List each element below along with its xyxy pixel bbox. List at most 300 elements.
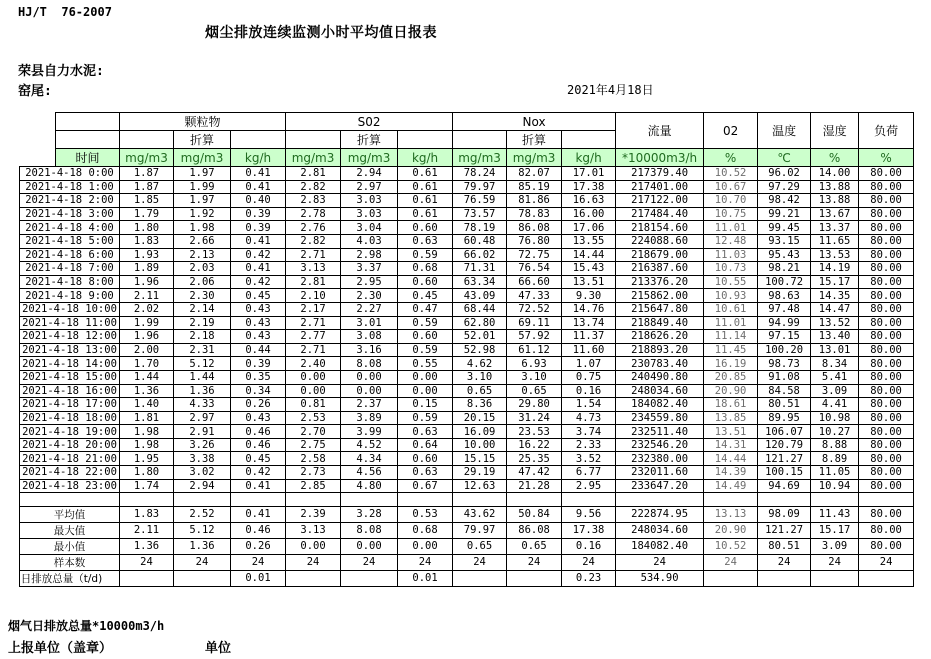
- value-cell: 232011.60: [616, 466, 704, 480]
- value-cell: 0.16: [562, 384, 616, 398]
- unit-cell: mg/m3: [120, 149, 174, 167]
- time-cell: 2021-4-18 13:00: [20, 343, 120, 357]
- value-cell: 2.78: [286, 207, 341, 221]
- value-cell: 1.99: [120, 316, 174, 330]
- value-cell: 80.00: [859, 398, 914, 412]
- value-cell: 218849.40: [616, 316, 704, 330]
- value-cell: 3.38: [174, 452, 231, 466]
- unit-label: 单位: [205, 641, 232, 656]
- value-cell: 4.62: [453, 357, 507, 371]
- value-cell: 1.87: [120, 167, 174, 181]
- value-cell: 1.44: [174, 370, 231, 384]
- value-cell: 25.35: [507, 452, 562, 466]
- value-cell: 97.29: [758, 180, 811, 194]
- group-so2: S02: [286, 113, 453, 131]
- summary-value-cell: 24: [616, 554, 704, 570]
- value-cell: 13.01: [811, 343, 859, 357]
- summary-value-cell: 24: [286, 554, 341, 570]
- value-cell: 2.03: [174, 262, 231, 276]
- value-cell: 2.94: [341, 167, 398, 181]
- value-cell: 80.00: [859, 221, 914, 235]
- value-cell: 0.00: [398, 384, 453, 398]
- value-cell: 20.90: [704, 384, 758, 398]
- value-cell: 0.39: [231, 221, 286, 235]
- value-cell: 80.00: [859, 262, 914, 276]
- value-cell: 2.71: [286, 316, 341, 330]
- summary-value-cell: 80.00: [859, 522, 914, 538]
- unit-cell: kg/h: [231, 149, 286, 167]
- value-cell: 0.61: [398, 180, 453, 194]
- summary-value-cell: 24: [174, 554, 231, 570]
- corner-spacer: [20, 113, 56, 131]
- value-cell: 2.71: [286, 248, 341, 262]
- value-cell: 233647.20: [616, 479, 704, 493]
- summary-value-cell: [453, 570, 507, 586]
- unit-cell: %: [811, 149, 859, 167]
- table-row: [20, 438, 914, 452]
- value-cell: 4.52: [341, 438, 398, 452]
- converted-label-pm: 折算: [174, 131, 231, 149]
- value-cell: 2.95: [341, 275, 398, 289]
- summary-value-cell: 86.08: [507, 522, 562, 538]
- value-cell: 2.82: [286, 180, 341, 194]
- summary-value-cell: 24: [341, 554, 398, 570]
- value-cell: 81.86: [507, 194, 562, 208]
- value-cell: 62.80: [453, 316, 507, 330]
- value-cell: 66.02: [453, 248, 507, 262]
- value-cell: 0.00: [341, 384, 398, 398]
- value-cell: 0.45: [231, 289, 286, 303]
- summary-value-cell: 24: [398, 554, 453, 570]
- value-cell: 93.15: [758, 234, 811, 248]
- value-cell: 2.97: [341, 180, 398, 194]
- table-row: [20, 180, 914, 194]
- value-cell: 3.03: [341, 207, 398, 221]
- summary-value-cell: 2.11: [120, 522, 174, 538]
- value-cell: 16.19: [704, 357, 758, 371]
- table-row: [20, 221, 914, 235]
- value-cell: 2.58: [286, 452, 341, 466]
- value-cell: 2.18: [174, 330, 231, 344]
- value-cell: 3.74: [562, 425, 616, 439]
- value-cell: 97.15: [758, 330, 811, 344]
- value-cell: 14.47: [811, 302, 859, 316]
- value-cell: 3.99: [341, 425, 398, 439]
- report-date: 2021年4月18日: [567, 83, 654, 97]
- value-cell: 80.00: [859, 234, 914, 248]
- time-cell: 2021-4-18 22:00: [20, 466, 120, 480]
- summary-value-cell: 10.52: [704, 538, 758, 554]
- summary-value-cell: 24: [120, 554, 174, 570]
- spacer-cell: [341, 493, 398, 507]
- value-cell: 1.70: [120, 357, 174, 371]
- value-cell: 232546.20: [616, 438, 704, 452]
- value-cell: 248034.60: [616, 384, 704, 398]
- spacer-cell: [616, 493, 704, 507]
- value-cell: 80.00: [859, 289, 914, 303]
- time-cell: 2021-4-18 14:00: [20, 357, 120, 371]
- corner-spacer: [20, 149, 56, 167]
- summary-value-cell: 24: [231, 554, 286, 570]
- summary-value-cell: 248034.60: [616, 522, 704, 538]
- unit-cell: mg/m3: [174, 149, 231, 167]
- unit-cell: mg/m3: [341, 149, 398, 167]
- value-cell: 17.01: [562, 167, 616, 181]
- summary-value-cell: 0.01: [231, 570, 286, 586]
- value-cell: 1.80: [120, 221, 174, 235]
- summary-value-cell: [704, 570, 758, 586]
- value-cell: 16.09: [453, 425, 507, 439]
- value-cell: 10.00: [453, 438, 507, 452]
- table-row: [20, 370, 914, 384]
- summary-value-cell: 121.27: [758, 522, 811, 538]
- value-cell: 0.44: [231, 343, 286, 357]
- value-cell: 52.01: [453, 330, 507, 344]
- value-cell: 76.54: [507, 262, 562, 276]
- spacer-cell: [174, 493, 231, 507]
- value-cell: 5.12: [174, 357, 231, 371]
- value-cell: 3.89: [341, 411, 398, 425]
- value-cell: 1.36: [174, 384, 231, 398]
- table-row: [20, 248, 914, 262]
- value-cell: 0.43: [231, 316, 286, 330]
- value-cell: 11.14: [704, 330, 758, 344]
- value-cell: 80.00: [859, 384, 914, 398]
- value-cell: 4.34: [341, 452, 398, 466]
- value-cell: 215647.80: [616, 302, 704, 316]
- value-cell: 0.68: [398, 262, 453, 276]
- summary-label: 最大值: [20, 522, 120, 538]
- value-cell: 47.33: [507, 289, 562, 303]
- value-cell: 2.10: [286, 289, 341, 303]
- value-cell: 73.57: [453, 207, 507, 221]
- value-cell: 2.91: [174, 425, 231, 439]
- value-cell: 97.48: [758, 302, 811, 316]
- table-row: [20, 262, 914, 276]
- value-cell: 13.40: [811, 330, 859, 344]
- corner-spacer: [20, 131, 56, 149]
- value-cell: 80.00: [859, 411, 914, 425]
- value-cell: 0.00: [286, 384, 341, 398]
- time-cell: 2021-4-18 19:00: [20, 425, 120, 439]
- value-cell: 234559.80: [616, 411, 704, 425]
- value-cell: 1.81: [120, 411, 174, 425]
- value-cell: 218893.20: [616, 343, 704, 357]
- group-header-row: [20, 113, 914, 131]
- table-row: [20, 466, 914, 480]
- value-cell: 10.52: [704, 167, 758, 181]
- value-cell: 16.63: [562, 194, 616, 208]
- table-body: [20, 113, 914, 587]
- value-cell: 3.01: [341, 316, 398, 330]
- value-cell: 14.00: [811, 167, 859, 181]
- value-cell: 2.33: [562, 438, 616, 452]
- value-cell: 11.45: [704, 343, 758, 357]
- value-cell: 14.44: [562, 248, 616, 262]
- value-cell: 2.30: [174, 289, 231, 303]
- value-cell: 80.00: [859, 343, 914, 357]
- summary-value-cell: 0.65: [453, 538, 507, 554]
- value-cell: 2.14: [174, 302, 231, 316]
- group-humidity: 湿度: [811, 113, 859, 149]
- value-cell: 0.59: [398, 411, 453, 425]
- summary-value-cell: 1.36: [120, 538, 174, 554]
- value-cell: 0.63: [398, 425, 453, 439]
- value-cell: 0.00: [398, 370, 453, 384]
- table-row: [20, 302, 914, 316]
- summary-label: 日排放总量（t/d): [20, 570, 120, 586]
- table-row: [20, 330, 914, 344]
- value-cell: 1.85: [120, 194, 174, 208]
- summary-value-cell: 80.00: [859, 506, 914, 522]
- value-cell: 0.59: [398, 343, 453, 357]
- value-cell: 5.41: [811, 370, 859, 384]
- time-cell: 2021-4-18 4:00: [20, 221, 120, 235]
- value-cell: 6.77: [562, 466, 616, 480]
- value-cell: 71.31: [453, 262, 507, 276]
- summary-value-cell: 11.43: [811, 506, 859, 522]
- table-row: [20, 343, 914, 357]
- value-cell: 89.95: [758, 411, 811, 425]
- value-cell: 218154.60: [616, 221, 704, 235]
- value-cell: 1.98: [174, 221, 231, 235]
- value-cell: 2.17: [286, 302, 341, 316]
- value-cell: 80.00: [859, 248, 914, 262]
- value-cell: 2.81: [286, 275, 341, 289]
- time-cell: 2021-4-18 18:00: [20, 411, 120, 425]
- value-cell: 0.41: [231, 234, 286, 248]
- value-cell: 3.10: [453, 370, 507, 384]
- value-cell: 3.02: [174, 466, 231, 480]
- value-cell: 66.60: [507, 275, 562, 289]
- summary-value-cell: 80.51: [758, 538, 811, 554]
- value-cell: 0.43: [231, 330, 286, 344]
- value-cell: 0.15: [398, 398, 453, 412]
- blank-header-cell: [453, 131, 507, 149]
- summary-value-cell: 0.68: [398, 522, 453, 538]
- value-cell: 76.59: [453, 194, 507, 208]
- time-cell: 2021-4-18 17:00: [20, 398, 120, 412]
- summary-value-cell: [859, 570, 914, 586]
- value-cell: 1.98: [120, 438, 174, 452]
- value-cell: 1.54: [562, 398, 616, 412]
- value-cell: 52.98: [453, 343, 507, 357]
- value-cell: 1.07: [562, 357, 616, 371]
- value-cell: 9.30: [562, 289, 616, 303]
- blank-header-cell: [56, 113, 120, 131]
- value-cell: 0.61: [398, 167, 453, 181]
- summary-value-cell: 0.53: [398, 506, 453, 522]
- summary-value-cell: 13.13: [704, 506, 758, 522]
- value-cell: 0.55: [398, 357, 453, 371]
- value-cell: 14.35: [811, 289, 859, 303]
- value-cell: 216387.60: [616, 262, 704, 276]
- value-cell: 17.06: [562, 221, 616, 235]
- summary-value-cell: 0.16: [562, 538, 616, 554]
- summary-row: [20, 522, 914, 538]
- summary-row: [20, 506, 914, 522]
- value-cell: 1.96: [120, 330, 174, 344]
- company-name: 荣县自力水泥:: [18, 64, 104, 79]
- summary-value-cell: 0.00: [398, 538, 453, 554]
- value-cell: 80.00: [859, 180, 914, 194]
- value-cell: 2.27: [341, 302, 398, 316]
- value-cell: 29.80: [507, 398, 562, 412]
- value-cell: 3.09: [811, 384, 859, 398]
- value-cell: 100.72: [758, 275, 811, 289]
- value-cell: 2.13: [174, 248, 231, 262]
- value-cell: 10.27: [811, 425, 859, 439]
- group-o2: 02: [704, 113, 758, 149]
- value-cell: 91.08: [758, 370, 811, 384]
- summary-value-cell: 0.26: [231, 538, 286, 554]
- summary-value-cell: 9.56: [562, 506, 616, 522]
- value-cell: 8.36: [453, 398, 507, 412]
- value-cell: 0.40: [231, 194, 286, 208]
- value-cell: 1.44: [120, 370, 174, 384]
- table-row: [20, 398, 914, 412]
- value-cell: 106.07: [758, 425, 811, 439]
- value-cell: 2.76: [286, 221, 341, 235]
- value-cell: 14.44: [704, 452, 758, 466]
- value-cell: 3.04: [341, 221, 398, 235]
- summary-label: 平均值: [20, 506, 120, 522]
- value-cell: 98.42: [758, 194, 811, 208]
- table-row: [20, 207, 914, 221]
- value-cell: 13.52: [811, 316, 859, 330]
- value-cell: 2.71: [286, 343, 341, 357]
- summary-value-cell: 3.28: [341, 506, 398, 522]
- table-row: [20, 275, 914, 289]
- value-cell: 20.85: [704, 370, 758, 384]
- value-cell: 230783.40: [616, 357, 704, 371]
- summary-value-cell: 24: [507, 554, 562, 570]
- value-cell: 10.98: [811, 411, 859, 425]
- value-cell: 2.85: [286, 479, 341, 493]
- value-cell: 2.77: [286, 330, 341, 344]
- spacer-cell: [231, 493, 286, 507]
- value-cell: 2.30: [341, 289, 398, 303]
- value-cell: 57.92: [507, 330, 562, 344]
- value-cell: 0.63: [398, 234, 453, 248]
- value-cell: 94.99: [758, 316, 811, 330]
- value-cell: 20.15: [453, 411, 507, 425]
- summary-value-cell: 222874.95: [616, 506, 704, 522]
- summary-value-cell: [174, 570, 231, 586]
- value-cell: 80.00: [859, 194, 914, 208]
- value-cell: 0.43: [231, 302, 286, 316]
- summary-row: [20, 554, 914, 570]
- value-cell: 79.97: [453, 180, 507, 194]
- table-row: [20, 452, 914, 466]
- value-cell: 224088.60: [616, 234, 704, 248]
- unit-cell: kg/h: [398, 149, 453, 167]
- value-cell: 4.33: [174, 398, 231, 412]
- table-row: [20, 425, 914, 439]
- time-cell: 2021-4-18 6:00: [20, 248, 120, 262]
- summary-value-cell: 184082.40: [616, 538, 704, 554]
- value-cell: 3.13: [286, 262, 341, 276]
- value-cell: 0.75: [562, 370, 616, 384]
- blank-header-cell: [56, 131, 120, 149]
- value-cell: 80.00: [859, 466, 914, 480]
- summary-value-cell: 17.38: [562, 522, 616, 538]
- summary-value-cell: [341, 570, 398, 586]
- value-cell: 3.16: [341, 343, 398, 357]
- summary-value-cell: 0.01: [398, 570, 453, 586]
- value-cell: 0.41: [231, 479, 286, 493]
- value-cell: 240490.80: [616, 370, 704, 384]
- value-cell: 0.63: [398, 466, 453, 480]
- value-cell: 1.80: [120, 466, 174, 480]
- value-cell: 80.00: [859, 330, 914, 344]
- value-cell: 100.20: [758, 343, 811, 357]
- time-cell: 2021-4-18 20:00: [20, 438, 120, 452]
- time-cell: 2021-4-18 10:00: [20, 302, 120, 316]
- value-cell: 10.75: [704, 207, 758, 221]
- value-cell: 1.74: [120, 479, 174, 493]
- value-cell: 4.41: [811, 398, 859, 412]
- unit-cell: mg/m3: [453, 149, 507, 167]
- value-cell: 80.51: [758, 398, 811, 412]
- time-cell: 2021-4-18 11:00: [20, 316, 120, 330]
- value-cell: 98.21: [758, 262, 811, 276]
- spacer-cell: [453, 493, 507, 507]
- value-cell: 82.07: [507, 167, 562, 181]
- blank-header-cell: [562, 131, 616, 149]
- units-row: [20, 149, 914, 167]
- value-cell: 94.69: [758, 479, 811, 493]
- value-cell: 10.67: [704, 180, 758, 194]
- unit-cell: kg/h: [562, 149, 616, 167]
- group-load: 负荷: [859, 113, 914, 149]
- group-temperature: 温度: [758, 113, 811, 149]
- value-cell: 13.88: [811, 194, 859, 208]
- value-cell: 3.37: [341, 262, 398, 276]
- spacer-cell: [398, 493, 453, 507]
- unit-cell: ℃: [758, 149, 811, 167]
- summary-value-cell: 50.84: [507, 506, 562, 522]
- time-cell: 2021-4-18 1:00: [20, 180, 120, 194]
- value-cell: 60.48: [453, 234, 507, 248]
- reporting-org-label: 上报单位（盖章）: [8, 641, 113, 656]
- summary-value-cell: 24: [859, 554, 914, 570]
- standard-code: HJ/T 76-2007: [18, 5, 112, 19]
- summary-value-cell: 8.08: [341, 522, 398, 538]
- converted-label-so2: 折算: [341, 131, 398, 149]
- value-cell: 11.37: [562, 330, 616, 344]
- value-cell: 1.98: [120, 425, 174, 439]
- spacer-cell: [562, 493, 616, 507]
- time-cell: 2021-4-18 12:00: [20, 330, 120, 344]
- value-cell: 21.28: [507, 479, 562, 493]
- value-cell: 80.00: [859, 425, 914, 439]
- value-cell: 0.43: [231, 411, 286, 425]
- time-cell: 2021-4-18 3:00: [20, 207, 120, 221]
- value-cell: 0.64: [398, 438, 453, 452]
- value-cell: 85.19: [507, 180, 562, 194]
- value-cell: 2.73: [286, 466, 341, 480]
- value-cell: 15.17: [811, 275, 859, 289]
- value-cell: 31.24: [507, 411, 562, 425]
- value-cell: 1.79: [120, 207, 174, 221]
- unit-cell: %: [859, 149, 914, 167]
- value-cell: 232511.40: [616, 425, 704, 439]
- value-cell: 217484.40: [616, 207, 704, 221]
- value-cell: 63.34: [453, 275, 507, 289]
- summary-value-cell: 1.36: [174, 538, 231, 554]
- value-cell: 99.21: [758, 207, 811, 221]
